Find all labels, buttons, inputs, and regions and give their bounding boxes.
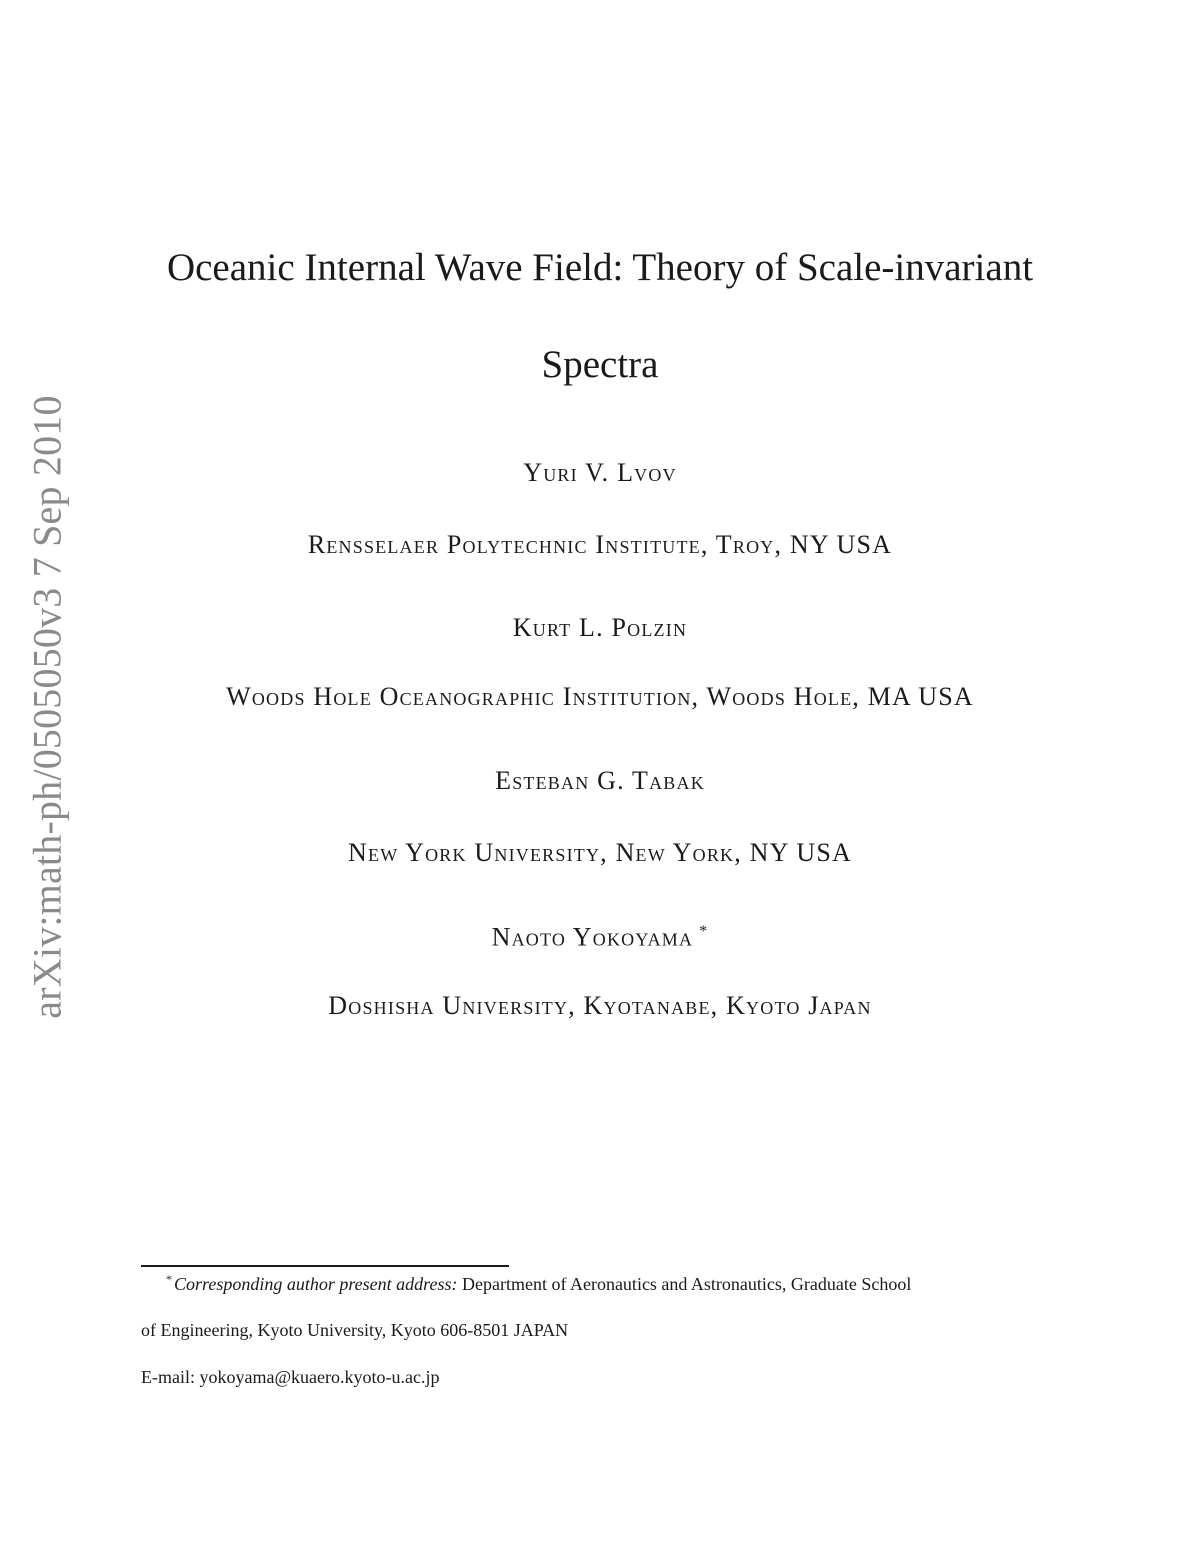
footnote-marker: *: [166, 1272, 172, 1286]
author-affiliation: Woods Hole Oceanographic Institution, Woods Hole, MA USA: [226, 682, 974, 711]
author-name: Kurt L. Polzin: [512, 613, 688, 642]
footnote-email: E-mail: yokoyama@kuaero.kyoto-u.ac.jp: [141, 1367, 440, 1387]
footnote-label: Corresponding author present address:: [174, 1274, 458, 1294]
author-affiliation: Doshisha University, Kyotanabe, Kyoto Japan: [328, 991, 872, 1020]
author-name: Naoto Yokoyama: [491, 922, 694, 952]
footnote-line: of Engineering, Kyoto University, Kyoto 606-8501 JAPAN: [141, 1320, 569, 1340]
author-affiliation: New York University, New York, NY USA: [348, 838, 852, 867]
paper-title-line-1: Oceanic Internal Wave Field: Theory of Scale-invariant: [166, 246, 1034, 289]
arxiv-identifier: arXiv:math-ph/0505050v3 7 Sep 2010: [24, 395, 70, 1019]
author-affiliation: Rensselaer Polytechnic Institute, Troy, NY USA: [307, 530, 893, 559]
footnote-text: Department of Aeronautics and Astronautics, Graduate School: [457, 1274, 912, 1294]
footnote-divider: [141, 1265, 509, 1267]
author-name: Yuri V. Lvov: [523, 458, 677, 487]
footnote-line: [166, 1273, 911, 1293]
footnote-marker: *: [699, 923, 709, 940]
author-name: Esteban G. Tabak: [495, 766, 705, 795]
paper-title-line-2: Spectra: [541, 343, 659, 386]
corresponding-author: [0, 924, 1200, 951]
